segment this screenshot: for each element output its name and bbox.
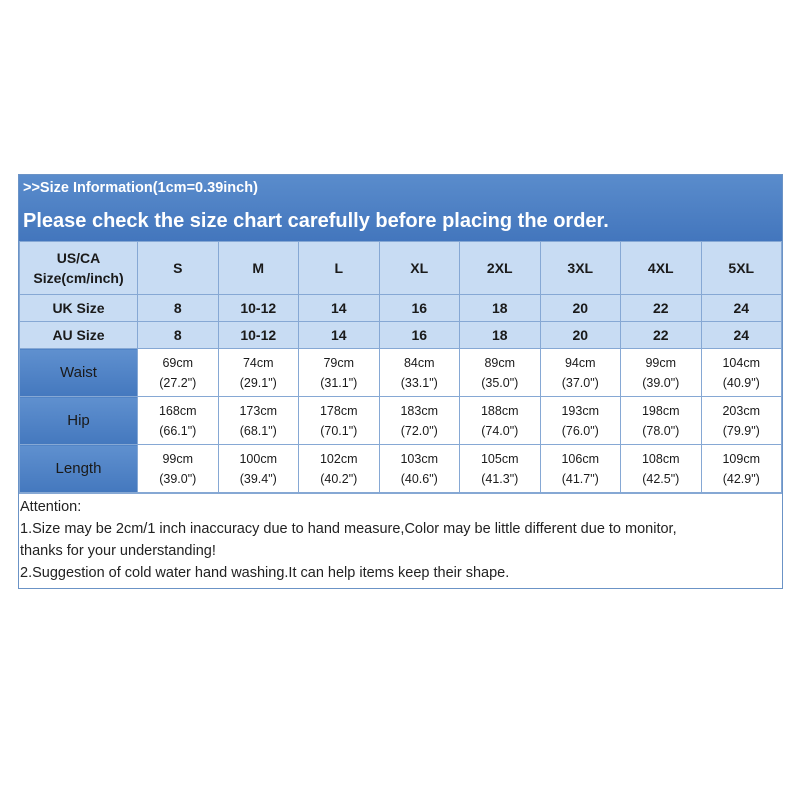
hip-cell — [460, 397, 541, 445]
hip-cell — [138, 397, 219, 445]
hip-row — [20, 397, 782, 445]
hip-cm: 198cm — [641, 403, 680, 418]
us-size-cell: 5XL — [701, 242, 782, 295]
waist-cell — [540, 349, 621, 397]
us-size-cell: 3XL — [540, 242, 621, 295]
length-cell — [701, 445, 782, 493]
size-table — [19, 241, 782, 493]
uk-size-cell: 16 — [379, 295, 460, 322]
hip-cm: 173cm — [239, 403, 278, 418]
au-size-row — [20, 322, 782, 349]
length-cm: 100cm — [239, 451, 278, 466]
length-cell — [299, 445, 380, 493]
attention-notes — [19, 493, 782, 588]
us-size-cell: S — [138, 242, 219, 295]
hip-inch: (68.1") — [239, 423, 277, 438]
us-size-label — [20, 242, 138, 295]
au-size-cell: 10-12 — [218, 322, 299, 349]
au-size-cell: 16 — [379, 322, 460, 349]
length-inch: (39.4") — [239, 471, 277, 486]
size-chart-header — [19, 175, 782, 241]
waist-cm: 89cm — [484, 355, 516, 370]
hip-cm: 183cm — [400, 403, 439, 418]
au-size-cell: 20 — [540, 322, 621, 349]
length-cm: 106cm — [561, 451, 600, 466]
length-inch: (39.0") — [159, 471, 197, 486]
size-chart — [18, 174, 783, 589]
uk-size-row — [20, 295, 782, 322]
us-size-label-line2: Size(cm/inch) — [33, 270, 124, 286]
hip-cell — [540, 397, 621, 445]
length-cell — [379, 445, 460, 493]
waist-cell — [299, 349, 380, 397]
length-cell — [138, 445, 219, 493]
waist-inch: (27.2") — [159, 375, 197, 390]
hip-cell — [379, 397, 460, 445]
hip-inch: (66.1") — [159, 423, 197, 438]
note-accuracy: 1.Size may be 2cm/1 inch inaccuracy due to hand measure,Color may be little different due to monitor, — [20, 521, 677, 537]
length-cm: 99cm — [162, 451, 194, 466]
length-cm: 108cm — [641, 451, 680, 466]
note-washing: 2.Suggestion of cold water hand washing.It can help items keep their shape. — [20, 565, 510, 581]
waist-cm: 99cm — [645, 355, 677, 370]
us-size-label-line1: US/CA — [56, 250, 101, 266]
waist-cell — [138, 349, 219, 397]
length-inch: (41.3") — [481, 471, 519, 486]
length-row — [20, 445, 782, 493]
note-thanks: thanks for your understanding! — [20, 543, 216, 559]
length-inch: (41.7") — [561, 471, 599, 486]
hip-cell — [621, 397, 702, 445]
uk-size-cell: 18 — [460, 295, 541, 322]
waist-cm: 84cm — [403, 355, 435, 370]
length-cm: 102cm — [319, 451, 358, 466]
length-cm: 103cm — [400, 451, 439, 466]
au-size-cell: 18 — [460, 322, 541, 349]
waist-label: Waist — [20, 349, 138, 397]
us-size-cell: L — [299, 242, 380, 295]
waist-inch: (31.1") — [320, 375, 358, 390]
waist-cm: 94cm — [564, 355, 596, 370]
hip-cm: 168cm — [158, 403, 197, 418]
waist-cell — [218, 349, 299, 397]
waist-inch: (39.0") — [642, 375, 680, 390]
au-size-cell: 24 — [701, 322, 782, 349]
au-size-cell: 8 — [138, 322, 219, 349]
hip-cm: 203cm — [722, 403, 761, 418]
hip-inch: (72.0") — [400, 423, 438, 438]
uk-size-label: UK Size — [20, 295, 138, 322]
us-size-cell: 2XL — [460, 242, 541, 295]
uk-size-cell: 10-12 — [218, 295, 299, 322]
hip-label: Hip — [20, 397, 138, 445]
hip-inch: (70.1") — [320, 423, 358, 438]
us-size-cell: M — [218, 242, 299, 295]
hip-cell — [299, 397, 380, 445]
hip-inch: (74.0") — [481, 423, 519, 438]
uk-size-cell: 24 — [701, 295, 782, 322]
waist-cm: 79cm — [323, 355, 355, 370]
us-size-row — [20, 242, 782, 295]
waist-cell — [460, 349, 541, 397]
hip-cm: 193cm — [561, 403, 600, 418]
waist-cm: 74cm — [242, 355, 274, 370]
uk-size-cell: 14 — [299, 295, 380, 322]
uk-size-cell: 22 — [621, 295, 702, 322]
waist-inch: (33.1") — [400, 375, 438, 390]
length-inch: (42.5") — [642, 471, 680, 486]
au-size-label: AU Size — [20, 322, 138, 349]
uk-size-cell: 8 — [138, 295, 219, 322]
waist-row — [20, 349, 782, 397]
waist-inch: (40.9") — [722, 375, 760, 390]
waist-cell — [621, 349, 702, 397]
waist-inch: (37.0") — [561, 375, 599, 390]
length-cell — [540, 445, 621, 493]
length-cell — [621, 445, 702, 493]
uk-size-cell: 20 — [540, 295, 621, 322]
hip-inch: (76.0") — [561, 423, 599, 438]
waist-cm: 104cm — [722, 355, 761, 370]
check-size-notice: Please check the size chart carefully before placing the order. — [23, 210, 609, 232]
waist-cell — [379, 349, 460, 397]
length-inch: (42.9") — [722, 471, 760, 486]
waist-inch: (29.1") — [239, 375, 277, 390]
hip-inch: (79.9") — [722, 423, 760, 438]
length-cm: 109cm — [722, 451, 761, 466]
length-inch: (40.6") — [400, 471, 438, 486]
waist-cm: 69cm — [162, 355, 194, 370]
us-size-cell: 4XL — [621, 242, 702, 295]
size-information-title: >>Size Information(1cm=0.39inch) — [23, 180, 258, 196]
waist-cell — [701, 349, 782, 397]
length-cm: 105cm — [480, 451, 519, 466]
hip-cm: 188cm — [480, 403, 519, 418]
attention-heading: Attention: — [20, 499, 82, 515]
hip-inch: (78.0") — [642, 423, 680, 438]
hip-cell — [701, 397, 782, 445]
waist-inch: (35.0") — [481, 375, 519, 390]
hip-cell — [218, 397, 299, 445]
length-inch: (40.2") — [320, 471, 358, 486]
length-cell — [218, 445, 299, 493]
hip-cm: 178cm — [319, 403, 358, 418]
au-size-cell: 22 — [621, 322, 702, 349]
au-size-cell: 14 — [299, 322, 380, 349]
length-cell — [460, 445, 541, 493]
us-size-cell: XL — [379, 242, 460, 295]
length-label: Length — [20, 445, 138, 493]
